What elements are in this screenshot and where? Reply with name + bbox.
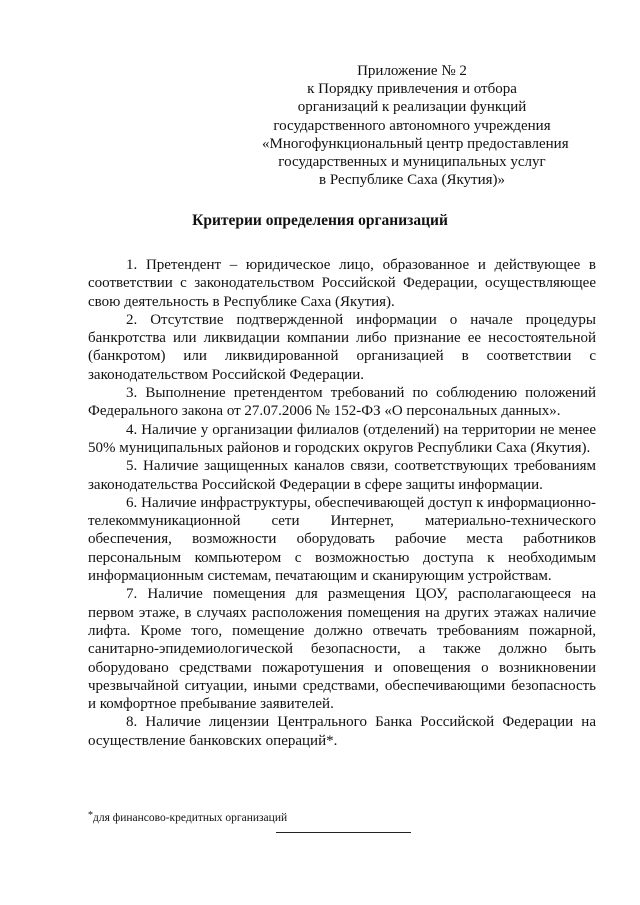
annex-line: «Многофункциональный центр предоставления: [262, 135, 569, 152]
criterion-5: 5. Наличие защищенных каналов связи, соответствующих требованиям законодательства Российской Федерации в сфере защиты информации.: [88, 458, 596, 493]
annex-line: к Порядку привлечения и отбора: [307, 81, 517, 98]
criterion-1: 1. Претендент – юридическое лицо, образованное и действующее в соответствии с законодательством Российской Федерации, осуществляющее свою деятельность в Республике Саха (Якутия).: [88, 257, 596, 310]
footnote-mark: *: [88, 810, 93, 821]
document-title: Критерии определения организаций: [192, 212, 448, 229]
criterion-3: 3. Выполнение претендентом требований по соблюдению положений Федерального закона от 27.07.2006 № 152-ФЗ «О персональных данных».: [88, 385, 596, 420]
annex-line: государственных и муниципальных услуг: [278, 154, 546, 171]
criteria-list: [88, 256, 596, 750]
criterion-4: 4. Наличие у организации филиалов (отделений) на территории не менее 50% муниципальных районов и городских округов Республики Саха (Якутия).: [88, 421, 596, 456]
annex-header: [262, 62, 569, 189]
annex-line: организаций к реализации функций: [297, 99, 527, 116]
annex-line: в Республике Саха (Якутия)»: [318, 172, 505, 189]
footnote-text: для финансово-кредитных организаций: [93, 812, 288, 824]
criterion-7: 7. Наличие помещения для размещения ЦОУ, располагающееся на первом этаже, в случаях расположения помещения на других этажах наличие лифта. Кроме того, помещение должно отвечать требованиям пожарной, санитарно-эпидемиологической безопасности, а также должно быть оборудовано средствами пожаротушения и оповещения о возникновении чрезвычайной ситуации, иными средствами, обеспечивающими безопасность и комфортное пребывание заявителей.: [88, 586, 596, 713]
annex-line: государственного автономного учреждения: [273, 117, 551, 134]
criterion-8: 8. Наличие лицензии Центрального Банка Российской Федерации на осуществление банковских операций*.: [88, 714, 596, 749]
annex-line: Приложение № 2: [357, 63, 467, 79]
criterion-2: 2. Отсутствие подтвержденной информации о начале процедуры банкротства или ликвидации компании либо признание ее несостоятельной (банкротом) или ликвидированной организацией в соответствии с законодательством Российской Федерации.: [88, 311, 596, 383]
closing-rule: [276, 832, 411, 833]
criterion-6: 6. Наличие инфраструктуры, обеспечивающей доступ к информационно-телекоммуникационной сети Интернет, материально-технического обеспечения, возможности оборудовать рабочие места работников персональным компьютером с возможностью доступа к необходимым информационным системам, печатающим и сканирующим устройствам.: [88, 494, 596, 585]
footnote: [88, 810, 287, 824]
